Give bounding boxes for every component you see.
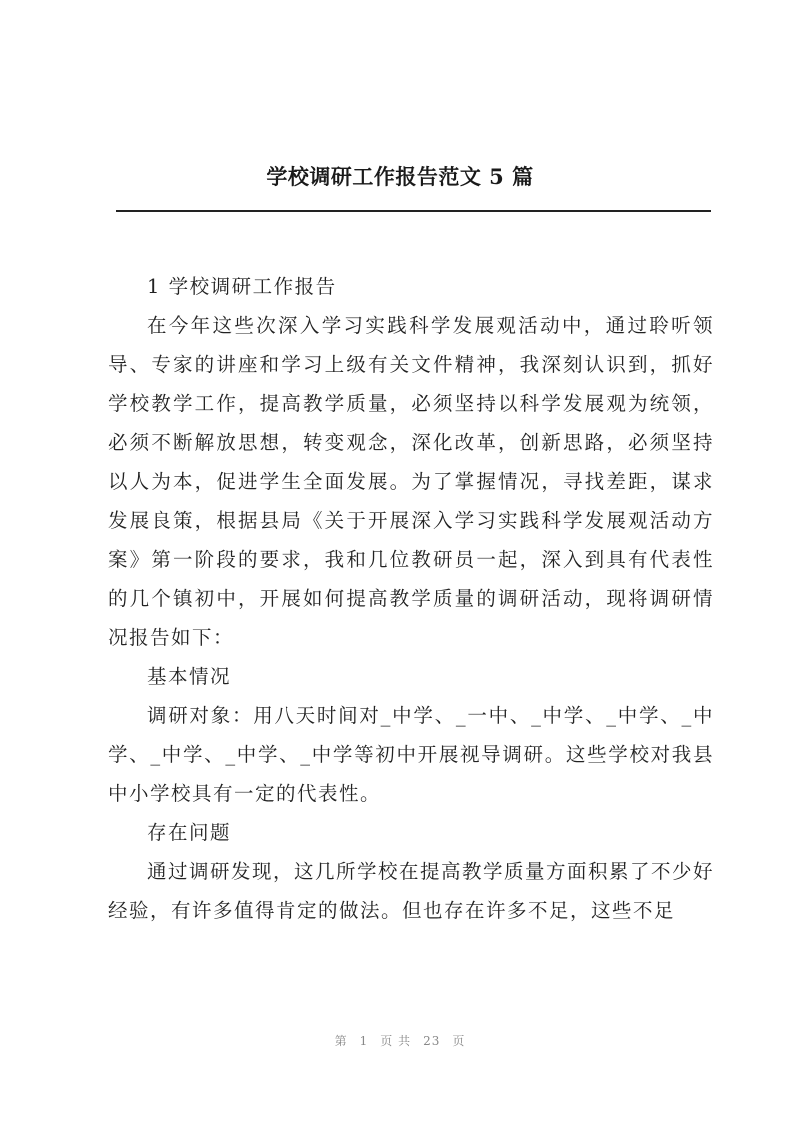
footer-middle: 页 共	[380, 1034, 412, 1048]
page-footer	[0, 1032, 800, 1049]
title-divider	[116, 210, 711, 212]
footer-total-pages: 23	[423, 1034, 441, 1048]
page-title: 学校调研工作报告范文 5 篇	[266, 164, 534, 189]
document-body	[108, 267, 714, 930]
section-heading: 1 学校调研工作报告	[147, 275, 337, 298]
body-paragraph: 调研对象：用八天时间对_中学、_一中、_中学、_中学、_中学、_中学、_中学、_中学等初中开展视导调研。这些学校对我县中小学校具有一定的代表性。	[108, 704, 714, 805]
body-paragraph: 通过调研发现，这几所学校在提高教学质量方面积累了不少好经验，有许多值得肯定的做法。但也存在许多不足，这些不足	[108, 860, 715, 922]
footer-page-number: 1	[359, 1034, 369, 1048]
body-paragraph: 在今年这些次深入学习实践科学发展观活动中，通过聆听领导、专家的讲座和学习上级有关文件精神，我深刻认识到，抓好学校教学工作，提高教学质量，必须坚持以科学发展观为统领，必须不断解放思想，转变观念，深化改革，创新思路，必须坚持以人为本，促进学生全面发展。为了掌握情况，寻找差距，谋求发展良策，根据县局《关于开展深入学习实践科学发展观活动方案》第一阶段的要求，我和几位教研员一起，深入到具有代表性的几个镇初中，开展如何提高教学质量的调研活动，现将调研情况报告如下：	[108, 314, 714, 649]
footer-suffix: 页	[452, 1034, 466, 1048]
section-heading: 基本情况	[147, 665, 232, 688]
footer-prefix: 第	[334, 1034, 348, 1048]
section-heading: 存在问题	[147, 821, 232, 844]
